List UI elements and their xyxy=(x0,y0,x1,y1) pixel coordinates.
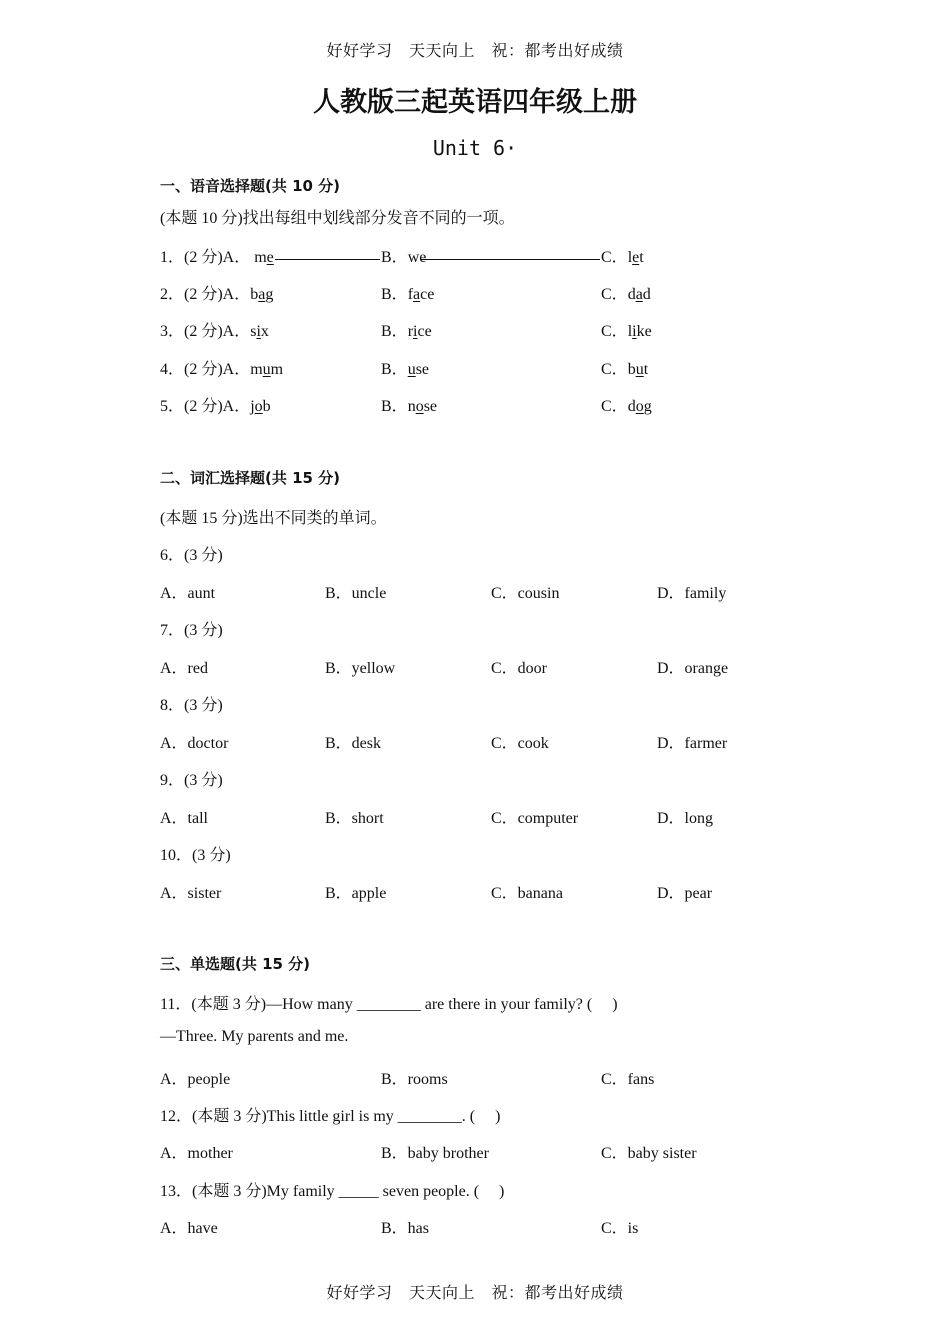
option-a[interactable]: A．mother xyxy=(160,1145,233,1162)
question-5 xyxy=(160,393,271,416)
option-b[interactable]: B．uncle xyxy=(325,585,387,602)
option-d[interactable]: D．orange xyxy=(657,660,729,677)
section-1-instruction: (本题 10 分)找出每组中划线部分发音不同的一项。 xyxy=(160,210,515,227)
option-a[interactable]: A．people xyxy=(160,1071,231,1088)
page-footer: 好好学习 天天向上 祝：都考出好成绩 xyxy=(326,1283,624,1302)
option-b[interactable]: B．use xyxy=(381,361,430,378)
option-c[interactable]: C．door xyxy=(491,660,548,677)
page-title: 人教版三起英语四年级上册 xyxy=(313,87,637,118)
option-a[interactable]: A．tall xyxy=(160,810,208,827)
option-b[interactable]: B．face xyxy=(381,286,435,303)
page-header: 好好学习 天天向上 祝：都考出好成绩 xyxy=(326,41,624,60)
question-number: 4．(2 分)A． xyxy=(160,361,251,378)
option-d[interactable]: D．pear xyxy=(657,885,713,902)
option-b[interactable]: B．baby brother xyxy=(381,1145,489,1162)
question-8: 8．(3 分) xyxy=(160,697,223,714)
option-d[interactable]: D．long xyxy=(657,810,714,827)
option-a[interactable]: six xyxy=(250,323,269,340)
option-a[interactable]: A．have xyxy=(160,1220,218,1237)
option-a[interactable]: mum xyxy=(250,361,284,378)
option-d[interactable]: D．farmer xyxy=(657,735,728,752)
question-number: 5．(2 分)A． xyxy=(160,398,251,415)
question-2 xyxy=(160,281,273,304)
question-13: 13．(本题 3 分)My family _____ seven people. ( ) xyxy=(160,1183,505,1200)
option-b[interactable]: B．yellow xyxy=(325,660,396,677)
option-c[interactable]: C．dog xyxy=(601,398,652,415)
question-11: 11．(本题 3 分)—How many ________ are there in your family? ( ) xyxy=(160,996,618,1013)
option-a[interactable]: job xyxy=(250,398,271,415)
option-c[interactable]: C．like xyxy=(601,323,652,340)
question-number: 2．(2 分)A． xyxy=(160,286,251,303)
option-a[interactable]: bag xyxy=(250,286,274,303)
question-10: 10．(3 分) xyxy=(160,847,231,864)
option-c[interactable]: C．let xyxy=(601,249,644,266)
option-a[interactable]: A．sister xyxy=(160,885,222,902)
question-number: 1．(2 分)A． xyxy=(160,249,251,266)
question-4 xyxy=(160,356,283,379)
section-2-heading: 二、词汇选择题(共 15 分) xyxy=(160,469,341,487)
question-1 xyxy=(160,244,274,267)
option-c[interactable]: C．dad xyxy=(601,286,651,303)
question-12: 12．(本题 3 分)This little girl is my ________. ( ) xyxy=(160,1108,501,1125)
option-b[interactable]: B．rooms xyxy=(381,1071,448,1088)
option-c[interactable]: C．but xyxy=(601,361,649,378)
option-b[interactable]: B．we xyxy=(381,249,427,266)
section-3-heading: 三、单选题(共 15 分) xyxy=(160,955,311,973)
option-a[interactable]: A．aunt xyxy=(160,585,216,602)
question-number: 3．(2 分)A． xyxy=(160,323,251,340)
question-9: 9．(3 分) xyxy=(160,772,223,789)
option-c[interactable]: C．fans xyxy=(601,1071,655,1088)
question-6: 6．(3 分) xyxy=(160,547,223,564)
option-c[interactable]: C．computer xyxy=(491,810,579,827)
option-a[interactable]: A．red xyxy=(160,660,208,677)
question-11-response: —Three. My parents and me. xyxy=(160,1028,349,1045)
option-c[interactable]: C．baby sister xyxy=(601,1145,697,1162)
option-b[interactable]: B．apple xyxy=(325,885,387,902)
answer-line xyxy=(275,259,380,260)
option-a[interactable]: me xyxy=(254,249,274,266)
option-b[interactable]: B．has xyxy=(381,1220,430,1237)
question-3 xyxy=(160,318,269,341)
option-c[interactable]: C．cousin xyxy=(491,585,560,602)
option-c[interactable]: C．cook xyxy=(491,735,549,752)
option-b[interactable]: B．desk xyxy=(325,735,382,752)
answer-line xyxy=(420,259,600,260)
option-b[interactable]: B．nose xyxy=(381,398,438,415)
option-b[interactable]: B．rice xyxy=(381,323,432,340)
option-d[interactable]: D．family xyxy=(657,585,727,602)
unit-title: Unit 6· xyxy=(432,136,518,160)
option-c[interactable]: C．banana xyxy=(491,885,563,902)
option-a[interactable]: A．doctor xyxy=(160,735,229,752)
question-7: 7．(3 分) xyxy=(160,622,223,639)
section-2-instruction: (本题 15 分)选出不同类的单词。 xyxy=(160,510,387,527)
section-1-heading: 一、语音选择题(共 10 分) xyxy=(160,177,341,195)
option-b[interactable]: B．short xyxy=(325,810,384,827)
option-c[interactable]: C．is xyxy=(601,1220,639,1237)
